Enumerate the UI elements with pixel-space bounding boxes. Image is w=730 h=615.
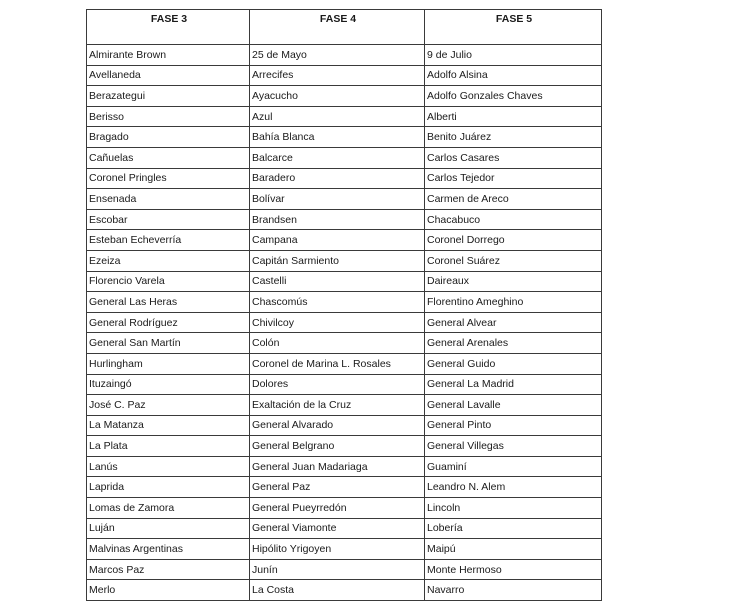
fase-3-cell: Esteban Echeverría [87,230,250,251]
table-row [87,230,602,251]
fase-3-cell: Marcos Paz [87,559,250,580]
fase-3-cell: Bragado [87,127,250,148]
fase-5-cell: Adolfo Gonzales Chaves [425,86,602,107]
table-row [87,168,602,189]
table-body [87,45,602,601]
fase-5-cell: Coronel Dorrego [425,230,602,251]
table-row [87,250,602,271]
table-row [87,189,602,210]
fase-3-cell: José C. Paz [87,395,250,416]
fase-5-cell: General Alvear [425,312,602,333]
fase-3-cell: Hurlingham [87,353,250,374]
table-row [87,65,602,86]
fase-4-cell: Junín [250,559,425,580]
table-row [87,271,602,292]
fase-5-cell: Daireaux [425,271,602,292]
fase-3-cell: Ezeiza [87,250,250,271]
fase-4-cell: Exaltación de la Cruz [250,395,425,416]
fase-5-cell: Guaminí [425,456,602,477]
table-row [87,518,602,539]
fase-3-cell: Almirante Brown [87,45,250,66]
fase-3-cell: Ituzaingó [87,374,250,395]
fase-3-cell: General Rodríguez [87,312,250,333]
table-row [87,45,602,66]
fase-5-cell: Benito Juárez [425,127,602,148]
fase-5-cell: Carlos Casares [425,147,602,168]
phases-table [86,9,602,601]
fase-4-cell: Dolores [250,374,425,395]
fase-4-cell: Coronel de Marina L. Rosales [250,353,425,374]
header-fase-5: FASE 5 [425,10,602,45]
fase-3-cell: Berazategui [87,86,250,107]
fase-3-cell: Ensenada [87,189,250,210]
fase-3-cell: Merlo [87,580,250,601]
fase-4-cell: General Pueyrredón [250,498,425,519]
fase-4-cell: Brandsen [250,209,425,230]
fase-3-cell: Malvinas Argentinas [87,539,250,560]
fase-5-cell: General Villegas [425,436,602,457]
fase-3-cell: General Las Heras [87,292,250,313]
table-row [87,395,602,416]
fase-3-cell: Laprida [87,477,250,498]
table-row [87,127,602,148]
fase-3-cell: Lomas de Zamora [87,498,250,519]
fase-3-cell: Coronel Pringles [87,168,250,189]
fase-5-cell: Maipú [425,539,602,560]
table-row [87,436,602,457]
fase-5-cell: Coronel Suárez [425,250,602,271]
fase-5-cell: General La Madrid [425,374,602,395]
fase-5-cell: Carmen de Areco [425,189,602,210]
fase-4-cell: Bolívar [250,189,425,210]
table-row [87,559,602,580]
fase-3-cell: Florencio Varela [87,271,250,292]
table-row [87,86,602,107]
fase-3-cell: La Matanza [87,415,250,436]
fase-5-cell: Carlos Tejedor [425,168,602,189]
fase-4-cell: Castelli [250,271,425,292]
fase-5-cell: General Lavalle [425,395,602,416]
fase-5-cell: Navarro [425,580,602,601]
fase-5-cell: Leandro N. Alem [425,477,602,498]
fase-4-cell: General Juan Madariaga [250,456,425,477]
fase-4-cell: 25 de Mayo [250,45,425,66]
fase-3-cell: Avellaneda [87,65,250,86]
fase-4-cell: Campana [250,230,425,251]
header-fase-3: FASE 3 [87,10,250,45]
table-row [87,539,602,560]
fase-3-cell: La Plata [87,436,250,457]
fase-5-cell: Adolfo Alsina [425,65,602,86]
table-row [87,106,602,127]
table-row [87,456,602,477]
fase-3-cell: Luján [87,518,250,539]
table-row [87,312,602,333]
fase-4-cell: Balcarce [250,147,425,168]
fase-3-cell: Escobar [87,209,250,230]
fase-5-cell: General Guido [425,353,602,374]
fase-5-cell: Florentino Ameghino [425,292,602,313]
fase-3-cell: Cañuelas [87,147,250,168]
fase-4-cell: General Belgrano [250,436,425,457]
fase-4-cell: Ayacucho [250,86,425,107]
fase-3-cell: Lanús [87,456,250,477]
table-row [87,333,602,354]
table-row [87,147,602,168]
fase-3-cell: Berisso [87,106,250,127]
fase-4-cell: Arrecifes [250,65,425,86]
fase-4-cell: Chivilcoy [250,312,425,333]
fase-4-cell: La Costa [250,580,425,601]
fase-4-cell: Bahía Blanca [250,127,425,148]
fase-4-cell: Baradero [250,168,425,189]
fase-5-cell: General Pinto [425,415,602,436]
table-row [87,580,602,601]
fase-3-cell: General San Martín [87,333,250,354]
header-fase-4: FASE 4 [250,10,425,45]
table-row [87,415,602,436]
fase-5-cell: Chacabuco [425,209,602,230]
fase-4-cell: General Viamonte [250,518,425,539]
fase-5-cell: Lobería [425,518,602,539]
fase-5-cell: General Arenales [425,333,602,354]
fase-5-cell: 9 de Julio [425,45,602,66]
fase-4-cell: Chascomús [250,292,425,313]
fase-5-cell: Alberti [425,106,602,127]
fase-4-cell: Azul [250,106,425,127]
table-row [87,498,602,519]
fase-4-cell: Hipólito Yrigoyen [250,539,425,560]
header-row [87,10,602,45]
fase-4-cell: Capitán Sarmiento [250,250,425,271]
fase-4-cell: General Paz [250,477,425,498]
table-row [87,353,602,374]
fase-4-cell: Colón [250,333,425,354]
fase-4-cell: General Alvarado [250,415,425,436]
table-row [87,292,602,313]
fase-5-cell: Lincoln [425,498,602,519]
table-row [87,374,602,395]
table-row [87,209,602,230]
table-row [87,477,602,498]
fase-5-cell: Monte Hermoso [425,559,602,580]
